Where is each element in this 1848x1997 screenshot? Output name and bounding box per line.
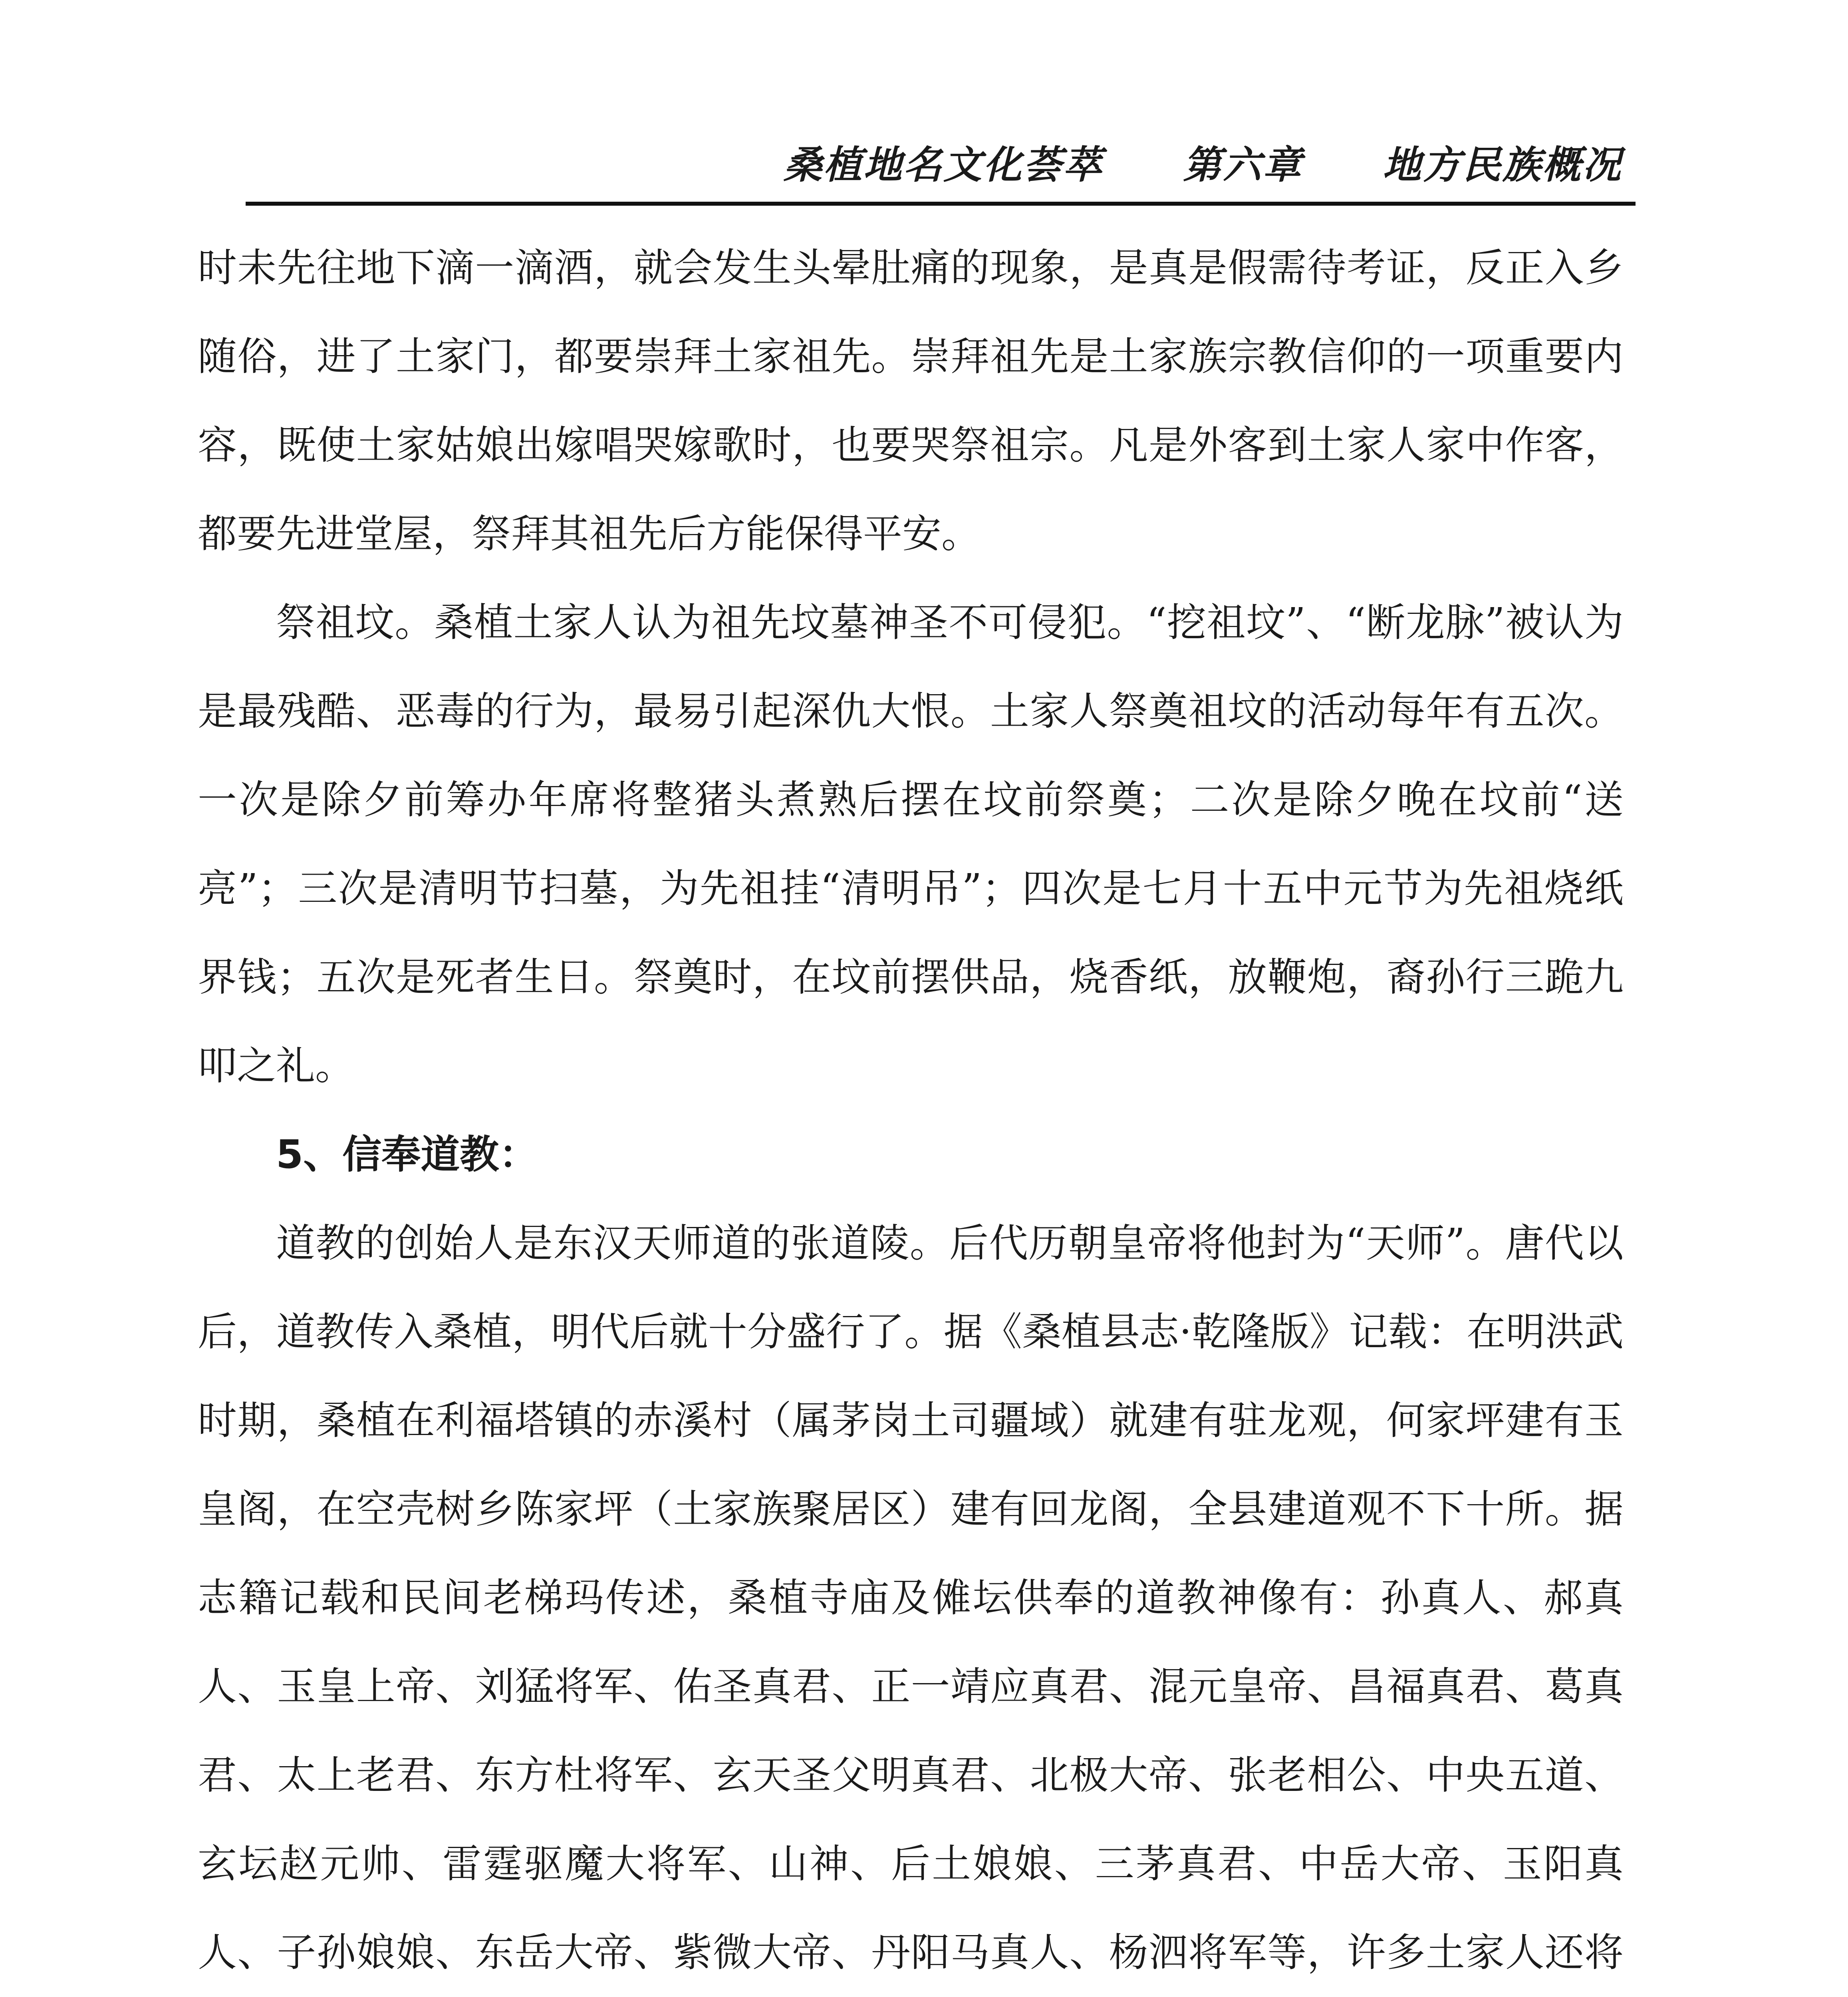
paragraph-continuation: 时未先往地下滴一滴酒，就会发生头晕肚痛的现象，是真是假需待考证，反正入乡随俗，进了土家门，都要崇拜土家祖先。崇拜祖先是土家族宗教信仰的一项重要内容，既使土家姑娘出嫁唱哭嫁歌时，也要哭祭祖宗。凡是外客到土家人家中作客，都要先进堂屋，祭拜其祖先后方能保得平安。 [198, 245, 1624, 557]
body-text [198, 224, 1624, 1997]
running-header [784, 143, 1622, 187]
chapter-label: 第六章 [1183, 142, 1303, 187]
page-header [0, 0, 1848, 208]
book-title: 桑植地名文化荟萃 [784, 142, 1103, 187]
section-title: 地方民族概况 [1383, 142, 1622, 187]
paragraph-taoism: 道教的创始人是东汉天师道的张道陵。后代历朝皇帝将他封为“天师”。唐代以后，道教传入桑植，明代后就十分盛行了。据《桑植县志·乾隆版》记载：在明洪武时期，桑植在利福塔镇的赤溪村（属茅岗土司疆域）就建有驻龙观，何家坪建有玉皇阁，在空壳树乡陈家坪（土家族聚居区）建有回龙阁，全县建道观不下十所。据志籍记载和民间老梯玛传述，桑植寺庙及傩坛供奉的道教神像有：孙真人、郝真人、玉皇上帝、刘猛将军、佑圣真君、正一靖应真君、混元皇帝、昌福真君、葛真君、太上老君、东方杜将军、玄天圣父明真君、北极大帝、张老相公、中央五道、玄坛赵元帅、雷霆驱魔大将军、山神、后土娘娘、三茅真君、中岳大帝、玉阳真人、子孙娘娘、东岳大帝、紫微大帝、丹阳马真人、杨泗将军等，许多土家人还将 [198, 1221, 1624, 1975]
paragraph-ancestral-graves: 祭祖坟。桑植土家人认为祖先坟墓神圣不可侵犯。“挖祖坟”、“断龙脉”被认为是最残酷、恶毒的行为，最易引起深仇大恨。土家人祭奠祖坟的活动每年有五次。一次是除夕前筹办年席将整猪头煮熟后摆在坟前祭奠；二次是除夕晚在坟前“送亮”；三次是清明节扫墓，为先祖挂“清明吊”；四次是七月十五中元节为先祖烧纸界钱；五次是死者生日。祭奠时，在坟前摆供品，烧香纸，放鞭炮，裔孙行三跪九叩之礼。 [198, 600, 1624, 1089]
header-divider [246, 202, 1636, 206]
section-heading-taoism: 5、信奉道教： [276, 1132, 538, 1177]
